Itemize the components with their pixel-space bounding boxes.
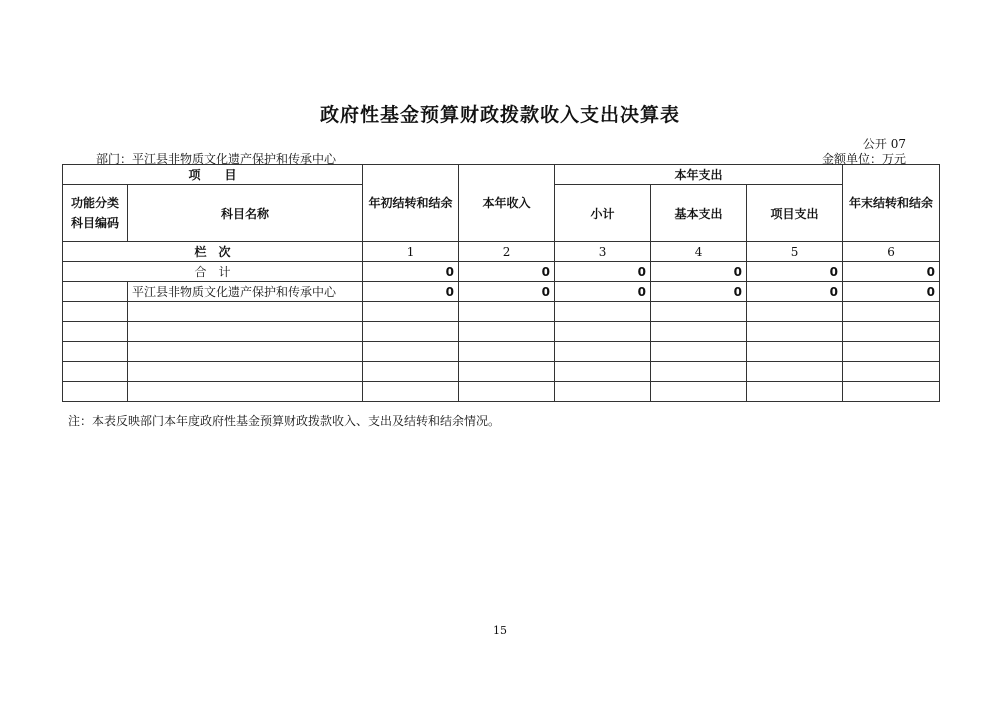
table-note: 注：本表反映部门本年度政府性基金预算财政拨款收入、支出及结转和结余情况。 [68, 414, 501, 428]
value-cell [747, 302, 843, 322]
header-subject-name: 科目名称 [128, 185, 363, 242]
value-cell [843, 362, 940, 382]
value-cell: 0 [555, 282, 651, 302]
header-basic-expense: 基本支出 [651, 185, 747, 242]
budget-table [62, 164, 940, 402]
total-cell: 0 [651, 262, 747, 282]
subject-name-cell [128, 362, 363, 382]
total-cell: 0 [459, 262, 555, 282]
column-row-label: 栏 次 [63, 242, 363, 262]
page-number: 15 [493, 624, 507, 637]
table-row [63, 342, 940, 362]
column-number-row [63, 242, 940, 262]
column-number: 3 [555, 242, 651, 262]
value-cell [651, 382, 747, 402]
value-cell [843, 322, 940, 342]
header-project-expense: 项目支出 [747, 185, 843, 242]
value-cell [459, 302, 555, 322]
func-code-cell [63, 362, 128, 382]
header-end-balance: 年末结转和结余 [843, 165, 940, 242]
func-code-cell [63, 322, 128, 342]
total-label: 合 计 [63, 262, 363, 282]
value-cell [459, 322, 555, 342]
value-cell [555, 362, 651, 382]
value-cell [747, 322, 843, 342]
value-cell [747, 342, 843, 362]
total-row [63, 262, 940, 282]
header-project: 项 目 [63, 165, 363, 185]
header-income: 本年收入 [459, 165, 555, 242]
value-cell [651, 342, 747, 362]
value-cell [363, 322, 459, 342]
header-subtotal: 小计 [555, 185, 651, 242]
subject-name-cell [128, 382, 363, 402]
table-row [63, 282, 940, 302]
value-cell [843, 302, 940, 322]
func-code-cell [63, 302, 128, 322]
column-number: 6 [843, 242, 940, 262]
func-code-cell [63, 382, 128, 402]
value-cell [363, 382, 459, 402]
value-cell [747, 382, 843, 402]
header-func-code: 功能分类科目编码 [63, 185, 128, 242]
value-cell [651, 362, 747, 382]
value-cell: 0 [747, 282, 843, 302]
subject-name-cell [128, 322, 363, 342]
subject-name-cell [128, 302, 363, 322]
subject-name-cell: 平江县非物质文化遗产保护和传承中心 [128, 282, 363, 302]
table-row [63, 302, 940, 322]
header-begin-balance: 年初结转和结余 [363, 165, 459, 242]
column-number: 2 [459, 242, 555, 262]
subject-name-cell [128, 342, 363, 362]
page-title: 政府性基金预算财政拨款收入支出决算表 [319, 104, 680, 126]
value-cell: 0 [843, 282, 940, 302]
value-cell [651, 302, 747, 322]
value-cell [555, 382, 651, 402]
column-number: 1 [363, 242, 459, 262]
total-cell: 0 [843, 262, 940, 282]
total-cell: 0 [363, 262, 459, 282]
value-cell [555, 342, 651, 362]
value-cell [459, 382, 555, 402]
document-code: 公开 07 [862, 137, 906, 151]
value-cell: 0 [363, 282, 459, 302]
value-cell: 0 [651, 282, 747, 302]
value-cell [363, 362, 459, 382]
value-cell [843, 342, 940, 362]
value-cell [459, 342, 555, 362]
func-code-cell [63, 282, 128, 302]
value-cell [651, 322, 747, 342]
value-cell [747, 362, 843, 382]
table-row [63, 382, 940, 402]
column-number: 5 [747, 242, 843, 262]
value-cell [363, 342, 459, 362]
total-cell: 0 [747, 262, 843, 282]
value-cell [363, 302, 459, 322]
value-cell [459, 362, 555, 382]
table-row [63, 362, 940, 382]
department-label: 部门：平江县非物质文化遗产保护和传承中心 [96, 152, 337, 166]
amount-unit-label: 金额单位：万元 [821, 152, 906, 166]
total-cell: 0 [555, 262, 651, 282]
value-cell [555, 302, 651, 322]
value-cell [555, 322, 651, 342]
func-code-cell [63, 342, 128, 362]
column-number: 4 [651, 242, 747, 262]
table-row [63, 322, 940, 342]
header-expense-group: 本年支出 [555, 165, 843, 185]
value-cell: 0 [459, 282, 555, 302]
value-cell [843, 382, 940, 402]
